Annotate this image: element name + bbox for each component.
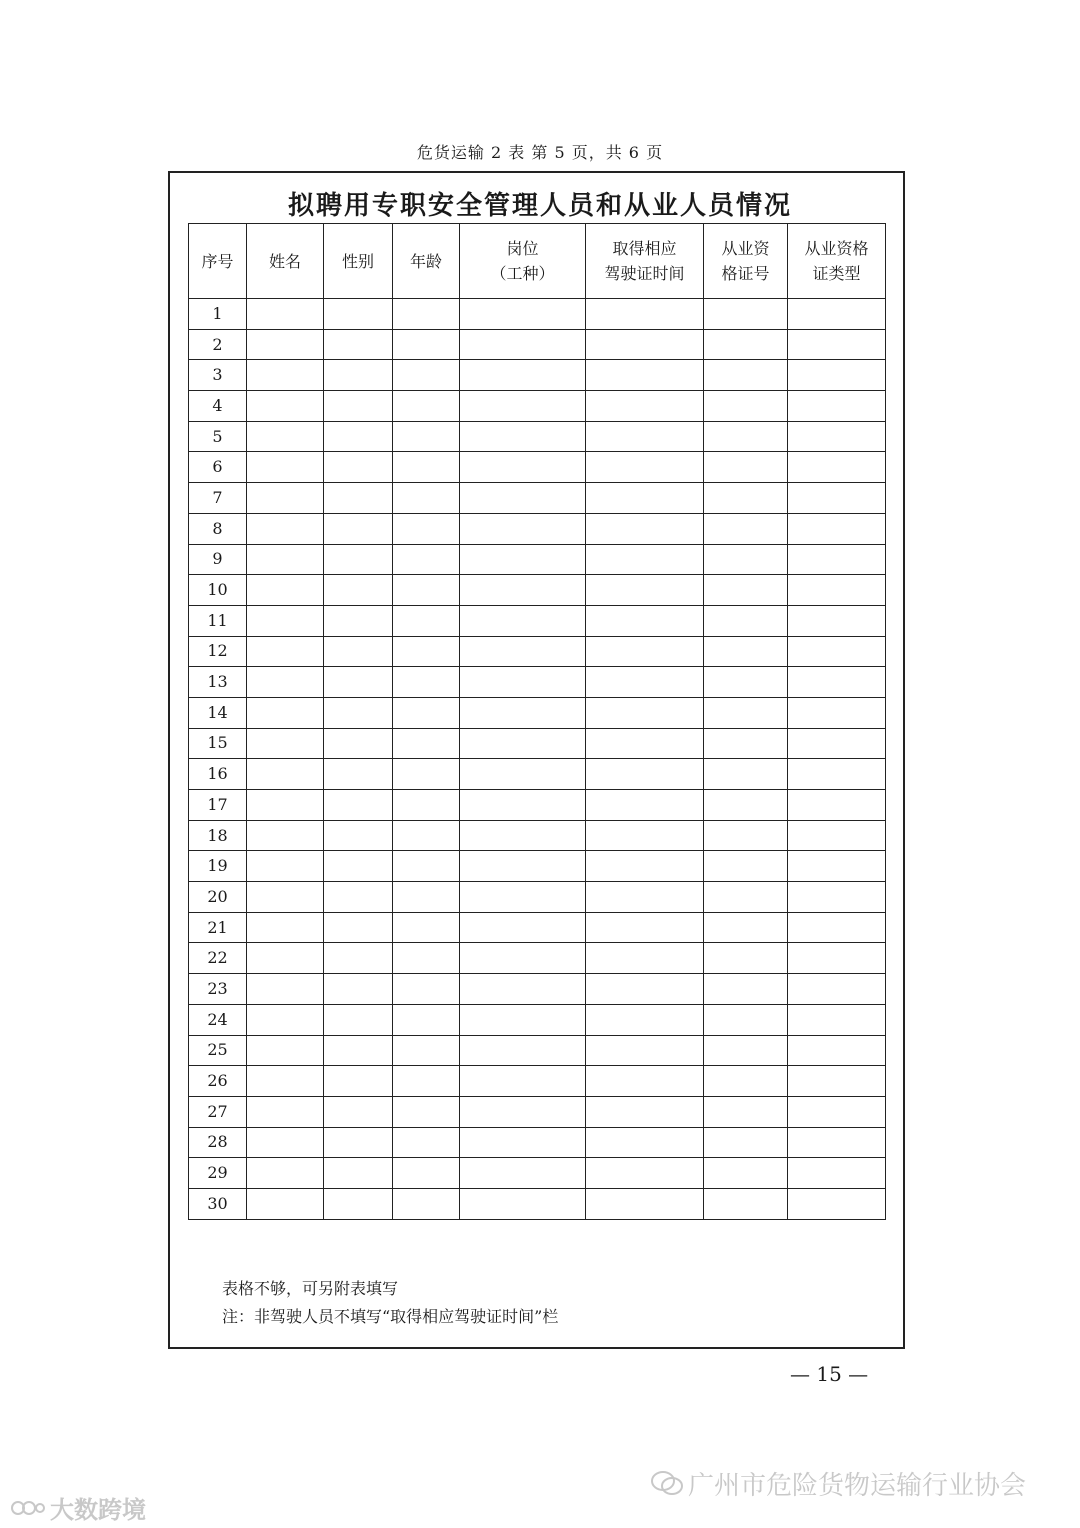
blank-cell bbox=[324, 452, 393, 483]
col-header-position: 岗位 （工种） bbox=[460, 224, 586, 299]
blank-cell bbox=[788, 483, 886, 514]
blank-cell bbox=[324, 1066, 393, 1097]
row-number: 23 bbox=[189, 974, 247, 1005]
blank-cell bbox=[324, 1158, 393, 1189]
blank-cell bbox=[393, 697, 460, 728]
table-row bbox=[189, 667, 886, 698]
blank-cell bbox=[704, 882, 788, 913]
blank-cell bbox=[704, 299, 788, 330]
table-row bbox=[189, 851, 886, 882]
blank-cell bbox=[586, 728, 704, 759]
table-row bbox=[189, 1066, 886, 1097]
blank-cell bbox=[393, 452, 460, 483]
blank-cell bbox=[586, 820, 704, 851]
blank-cell bbox=[704, 912, 788, 943]
table-row bbox=[189, 974, 886, 1005]
blank-cell bbox=[586, 1158, 704, 1189]
blank-cell bbox=[586, 851, 704, 882]
row-number: 18 bbox=[189, 820, 247, 851]
blank-cell bbox=[460, 697, 586, 728]
blank-cell bbox=[460, 1188, 586, 1219]
blank-cell bbox=[788, 943, 886, 974]
watermark-brand bbox=[10, 1490, 146, 1525]
table-row bbox=[189, 912, 886, 943]
blank-cell bbox=[704, 697, 788, 728]
row-number: 22 bbox=[189, 943, 247, 974]
blank-cell bbox=[704, 1096, 788, 1127]
blank-cell bbox=[704, 391, 788, 422]
blank-cell bbox=[393, 1127, 460, 1158]
blank-cell bbox=[247, 1188, 324, 1219]
blank-cell bbox=[788, 575, 886, 606]
blank-cell bbox=[586, 605, 704, 636]
blank-cell bbox=[393, 421, 460, 452]
blank-cell bbox=[460, 575, 586, 606]
col-header-license-date: 取得相应 驾驶证时间 bbox=[586, 224, 704, 299]
blank-cell bbox=[324, 667, 393, 698]
blank-cell bbox=[788, 299, 886, 330]
blank-cell bbox=[393, 483, 460, 514]
blank-cell bbox=[704, 851, 788, 882]
blank-cell bbox=[788, 820, 886, 851]
blank-cell bbox=[460, 974, 586, 1005]
row-number: 28 bbox=[189, 1127, 247, 1158]
blank-cell bbox=[393, 575, 460, 606]
blank-cell bbox=[586, 360, 704, 391]
row-number: 4 bbox=[189, 391, 247, 422]
blank-cell bbox=[788, 605, 886, 636]
row-number: 1 bbox=[189, 299, 247, 330]
row-number: 12 bbox=[189, 636, 247, 667]
row-number: 8 bbox=[189, 513, 247, 544]
blank-cell bbox=[247, 636, 324, 667]
blank-cell bbox=[586, 544, 704, 575]
blank-cell bbox=[788, 636, 886, 667]
blank-cell bbox=[460, 299, 586, 330]
watermark-brand-text: 大数跨境 bbox=[50, 1496, 146, 1524]
row-number: 11 bbox=[189, 605, 247, 636]
blank-cell bbox=[586, 882, 704, 913]
row-number: 3 bbox=[189, 360, 247, 391]
blank-cell bbox=[586, 329, 704, 360]
blank-cell bbox=[460, 483, 586, 514]
col-header-age: 年龄 bbox=[393, 224, 460, 299]
blank-cell bbox=[460, 1158, 586, 1189]
blank-cell bbox=[393, 360, 460, 391]
blank-cell bbox=[460, 391, 586, 422]
blank-cell bbox=[393, 851, 460, 882]
blank-cell bbox=[586, 697, 704, 728]
blank-cell bbox=[324, 575, 393, 606]
blank-cell bbox=[704, 728, 788, 759]
blank-cell bbox=[788, 360, 886, 391]
blank-cell bbox=[247, 483, 324, 514]
blank-cell bbox=[460, 728, 586, 759]
table-row bbox=[189, 943, 886, 974]
row-number: 16 bbox=[189, 759, 247, 790]
row-number: 19 bbox=[189, 851, 247, 882]
row-number: 29 bbox=[189, 1158, 247, 1189]
table-row bbox=[189, 820, 886, 851]
blank-cell bbox=[247, 667, 324, 698]
blank-cell bbox=[324, 882, 393, 913]
blank-cell bbox=[586, 790, 704, 821]
blank-cell bbox=[586, 1096, 704, 1127]
table-row bbox=[189, 1096, 886, 1127]
blank-cell bbox=[788, 452, 886, 483]
table-row bbox=[189, 1004, 886, 1035]
blank-cell bbox=[586, 667, 704, 698]
blank-cell bbox=[324, 1035, 393, 1066]
blank-cell bbox=[247, 605, 324, 636]
row-number: 9 bbox=[189, 544, 247, 575]
blank-cell bbox=[788, 421, 886, 452]
blank-cell bbox=[393, 882, 460, 913]
blank-cell bbox=[788, 1066, 886, 1097]
table-row bbox=[189, 759, 886, 790]
blank-cell bbox=[788, 391, 886, 422]
blank-cell bbox=[393, 728, 460, 759]
table-row bbox=[189, 790, 886, 821]
row-number: 2 bbox=[189, 329, 247, 360]
blank-cell bbox=[460, 1066, 586, 1097]
blank-cell bbox=[247, 329, 324, 360]
form-title: 拟聘用专职安全管理人员和从业人员情况 bbox=[287, 191, 792, 221]
blank-cell bbox=[393, 1188, 460, 1219]
table-row bbox=[189, 1127, 886, 1158]
blank-cell bbox=[704, 421, 788, 452]
blank-cell bbox=[704, 1188, 788, 1219]
blank-cell bbox=[247, 943, 324, 974]
blank-cell bbox=[247, 1035, 324, 1066]
watermark-association bbox=[650, 1465, 1026, 1503]
blank-cell bbox=[586, 1004, 704, 1035]
dashuju-logo-icon bbox=[10, 1497, 46, 1525]
table-row bbox=[189, 544, 886, 575]
blank-cell bbox=[586, 483, 704, 514]
blank-cell bbox=[704, 790, 788, 821]
table-row bbox=[189, 1158, 886, 1189]
blank-cell bbox=[704, 575, 788, 606]
col-header-name: 姓名 bbox=[247, 224, 324, 299]
blank-cell bbox=[460, 421, 586, 452]
blank-cell bbox=[324, 728, 393, 759]
blank-cell bbox=[247, 882, 324, 913]
blank-cell bbox=[247, 820, 324, 851]
blank-cell bbox=[324, 1096, 393, 1127]
blank-cell bbox=[393, 759, 460, 790]
blank-cell bbox=[324, 912, 393, 943]
blank-cell bbox=[586, 299, 704, 330]
blank-cell bbox=[393, 1096, 460, 1127]
col-header-gender: 性别 bbox=[324, 224, 393, 299]
blank-cell bbox=[324, 759, 393, 790]
blank-cell bbox=[460, 851, 586, 882]
row-number: 26 bbox=[189, 1066, 247, 1097]
table-row bbox=[189, 636, 886, 667]
watermark-association-text: 广州市危险货物运输行业协会 bbox=[688, 1471, 1027, 1501]
table-row bbox=[189, 391, 886, 422]
blank-cell bbox=[393, 1035, 460, 1066]
table-row bbox=[189, 1188, 886, 1219]
blank-cell bbox=[247, 912, 324, 943]
blank-cell bbox=[324, 1188, 393, 1219]
blank-cell bbox=[324, 391, 393, 422]
blank-cell bbox=[460, 513, 586, 544]
blank-cell bbox=[324, 605, 393, 636]
blank-cell bbox=[324, 943, 393, 974]
blank-cell bbox=[460, 667, 586, 698]
table-row bbox=[189, 360, 886, 391]
blank-cell bbox=[393, 912, 460, 943]
blank-cell bbox=[247, 790, 324, 821]
table-row bbox=[189, 452, 886, 483]
blank-cell bbox=[393, 943, 460, 974]
row-number: 25 bbox=[189, 1035, 247, 1066]
blank-cell bbox=[460, 1127, 586, 1158]
blank-cell bbox=[788, 851, 886, 882]
blank-cell bbox=[393, 544, 460, 575]
blank-cell bbox=[393, 605, 460, 636]
blank-cell bbox=[704, 943, 788, 974]
table-row bbox=[189, 329, 886, 360]
blank-cell bbox=[704, 974, 788, 1005]
blank-cell bbox=[460, 329, 586, 360]
blank-cell bbox=[324, 360, 393, 391]
row-number: 14 bbox=[189, 697, 247, 728]
blank-cell bbox=[324, 544, 393, 575]
blank-cell bbox=[247, 452, 324, 483]
personnel-table bbox=[188, 223, 886, 1220]
blank-cell bbox=[704, 636, 788, 667]
blank-cell bbox=[704, 360, 788, 391]
blank-cell bbox=[704, 513, 788, 544]
blank-cell bbox=[324, 790, 393, 821]
blank-cell bbox=[704, 1158, 788, 1189]
blank-cell bbox=[324, 421, 393, 452]
blank-cell bbox=[247, 391, 324, 422]
blank-cell bbox=[324, 820, 393, 851]
blank-cell bbox=[704, 1035, 788, 1066]
note-line-1: 表格不够，可另附表填写 bbox=[222, 1279, 399, 1298]
blank-cell bbox=[393, 513, 460, 544]
blank-cell bbox=[393, 391, 460, 422]
col-header-cert-number: 从业资 格证号 bbox=[704, 224, 788, 299]
blank-cell bbox=[324, 299, 393, 330]
blank-cell bbox=[788, 912, 886, 943]
blank-cell bbox=[460, 452, 586, 483]
blank-cell bbox=[788, 329, 886, 360]
blank-cell bbox=[247, 697, 324, 728]
blank-cell bbox=[324, 851, 393, 882]
row-number: 6 bbox=[189, 452, 247, 483]
blank-cell bbox=[788, 513, 886, 544]
blank-cell bbox=[788, 667, 886, 698]
blank-cell bbox=[788, 790, 886, 821]
blank-cell bbox=[788, 697, 886, 728]
table-header-row bbox=[189, 224, 886, 299]
blank-cell bbox=[788, 974, 886, 1005]
blank-cell bbox=[586, 1188, 704, 1219]
row-number: 5 bbox=[189, 421, 247, 452]
blank-cell bbox=[460, 759, 586, 790]
blank-cell bbox=[247, 759, 324, 790]
blank-cell bbox=[704, 605, 788, 636]
blank-cell bbox=[247, 575, 324, 606]
table-row bbox=[189, 605, 886, 636]
blank-cell bbox=[788, 759, 886, 790]
blank-cell bbox=[324, 513, 393, 544]
table-row bbox=[189, 513, 886, 544]
blank-cell bbox=[247, 1127, 324, 1158]
blank-cell bbox=[460, 1035, 586, 1066]
blank-cell bbox=[586, 912, 704, 943]
blank-cell bbox=[460, 544, 586, 575]
blank-cell bbox=[460, 360, 586, 391]
blank-cell bbox=[324, 1127, 393, 1158]
row-number: 7 bbox=[189, 483, 247, 514]
blank-cell bbox=[788, 1035, 886, 1066]
blank-cell bbox=[586, 1066, 704, 1097]
blank-cell bbox=[788, 1096, 886, 1127]
row-number: 30 bbox=[189, 1188, 247, 1219]
page-number: — 15 — bbox=[790, 1362, 869, 1386]
blank-cell bbox=[586, 759, 704, 790]
blank-cell bbox=[393, 667, 460, 698]
blank-cell bbox=[247, 728, 324, 759]
blank-cell bbox=[704, 820, 788, 851]
blank-cell bbox=[247, 1066, 324, 1097]
blank-cell bbox=[247, 974, 324, 1005]
table-row bbox=[189, 299, 886, 330]
blank-cell bbox=[704, 329, 788, 360]
table-row bbox=[189, 421, 886, 452]
blank-cell bbox=[460, 1096, 586, 1127]
blank-cell bbox=[460, 943, 586, 974]
table-body bbox=[189, 299, 886, 1220]
table-row bbox=[189, 728, 886, 759]
blank-cell bbox=[393, 1066, 460, 1097]
row-number: 24 bbox=[189, 1004, 247, 1035]
table-row bbox=[189, 1035, 886, 1066]
table-row bbox=[189, 697, 886, 728]
blank-cell bbox=[788, 1004, 886, 1035]
blank-cell bbox=[393, 299, 460, 330]
blank-cell bbox=[393, 820, 460, 851]
blank-cell bbox=[460, 882, 586, 913]
blank-cell bbox=[247, 1158, 324, 1189]
note-line-2: 注：非驾驶人员不填写“取得相应驾驶证时间”栏 bbox=[222, 1307, 559, 1326]
blank-cell bbox=[704, 1127, 788, 1158]
blank-cell bbox=[247, 1096, 324, 1127]
blank-cell bbox=[586, 391, 704, 422]
blank-cell bbox=[460, 605, 586, 636]
blank-cell bbox=[324, 483, 393, 514]
blank-cell bbox=[788, 1127, 886, 1158]
blank-cell bbox=[393, 1004, 460, 1035]
blank-cell bbox=[247, 360, 324, 391]
table-row bbox=[189, 575, 886, 606]
row-number: 10 bbox=[189, 575, 247, 606]
blank-cell bbox=[586, 943, 704, 974]
blank-cell bbox=[324, 974, 393, 1005]
blank-cell bbox=[788, 1188, 886, 1219]
blank-cell bbox=[460, 790, 586, 821]
blank-cell bbox=[704, 483, 788, 514]
blank-cell bbox=[247, 421, 324, 452]
blank-cell bbox=[788, 882, 886, 913]
blank-cell bbox=[393, 329, 460, 360]
blank-cell bbox=[704, 1066, 788, 1097]
blank-cell bbox=[586, 513, 704, 544]
blank-cell bbox=[393, 974, 460, 1005]
blank-cell bbox=[393, 790, 460, 821]
blank-cell bbox=[586, 974, 704, 1005]
blank-cell bbox=[788, 728, 886, 759]
blank-cell bbox=[247, 1004, 324, 1035]
blank-cell bbox=[704, 544, 788, 575]
blank-cell bbox=[586, 636, 704, 667]
blank-cell bbox=[788, 544, 886, 575]
blank-cell bbox=[586, 452, 704, 483]
blank-cell bbox=[586, 575, 704, 606]
blank-cell bbox=[247, 513, 324, 544]
col-header-cert-type: 从业资格 证类型 bbox=[788, 224, 886, 299]
row-number: 15 bbox=[189, 728, 247, 759]
blank-cell bbox=[460, 636, 586, 667]
blank-cell bbox=[460, 1004, 586, 1035]
table-row bbox=[189, 882, 886, 913]
blank-cell bbox=[324, 697, 393, 728]
blank-cell bbox=[788, 1158, 886, 1189]
blank-cell bbox=[586, 1127, 704, 1158]
blank-cell bbox=[393, 636, 460, 667]
form-header: 危货运输 2 表 第 5 页，共 6 页 bbox=[416, 143, 664, 162]
row-number: 17 bbox=[189, 790, 247, 821]
table-row bbox=[189, 483, 886, 514]
notes bbox=[222, 1275, 558, 1331]
col-header-seq: 序号 bbox=[189, 224, 247, 299]
blank-cell bbox=[393, 1158, 460, 1189]
blank-cell bbox=[704, 667, 788, 698]
row-number: 21 bbox=[189, 912, 247, 943]
blank-cell bbox=[586, 1035, 704, 1066]
blank-cell bbox=[704, 1004, 788, 1035]
blank-cell bbox=[247, 299, 324, 330]
blank-cell bbox=[247, 851, 324, 882]
blank-cell bbox=[247, 544, 324, 575]
row-number: 13 bbox=[189, 667, 247, 698]
blank-cell bbox=[324, 636, 393, 667]
blank-cell bbox=[324, 329, 393, 360]
blank-cell bbox=[324, 1004, 393, 1035]
row-number: 20 bbox=[189, 882, 247, 913]
blank-cell bbox=[704, 452, 788, 483]
blank-cell bbox=[460, 912, 586, 943]
row-number: 27 bbox=[189, 1096, 247, 1127]
blank-cell bbox=[704, 759, 788, 790]
blank-cell bbox=[586, 421, 704, 452]
wechat-icon bbox=[650, 1470, 684, 1503]
blank-cell bbox=[460, 820, 586, 851]
